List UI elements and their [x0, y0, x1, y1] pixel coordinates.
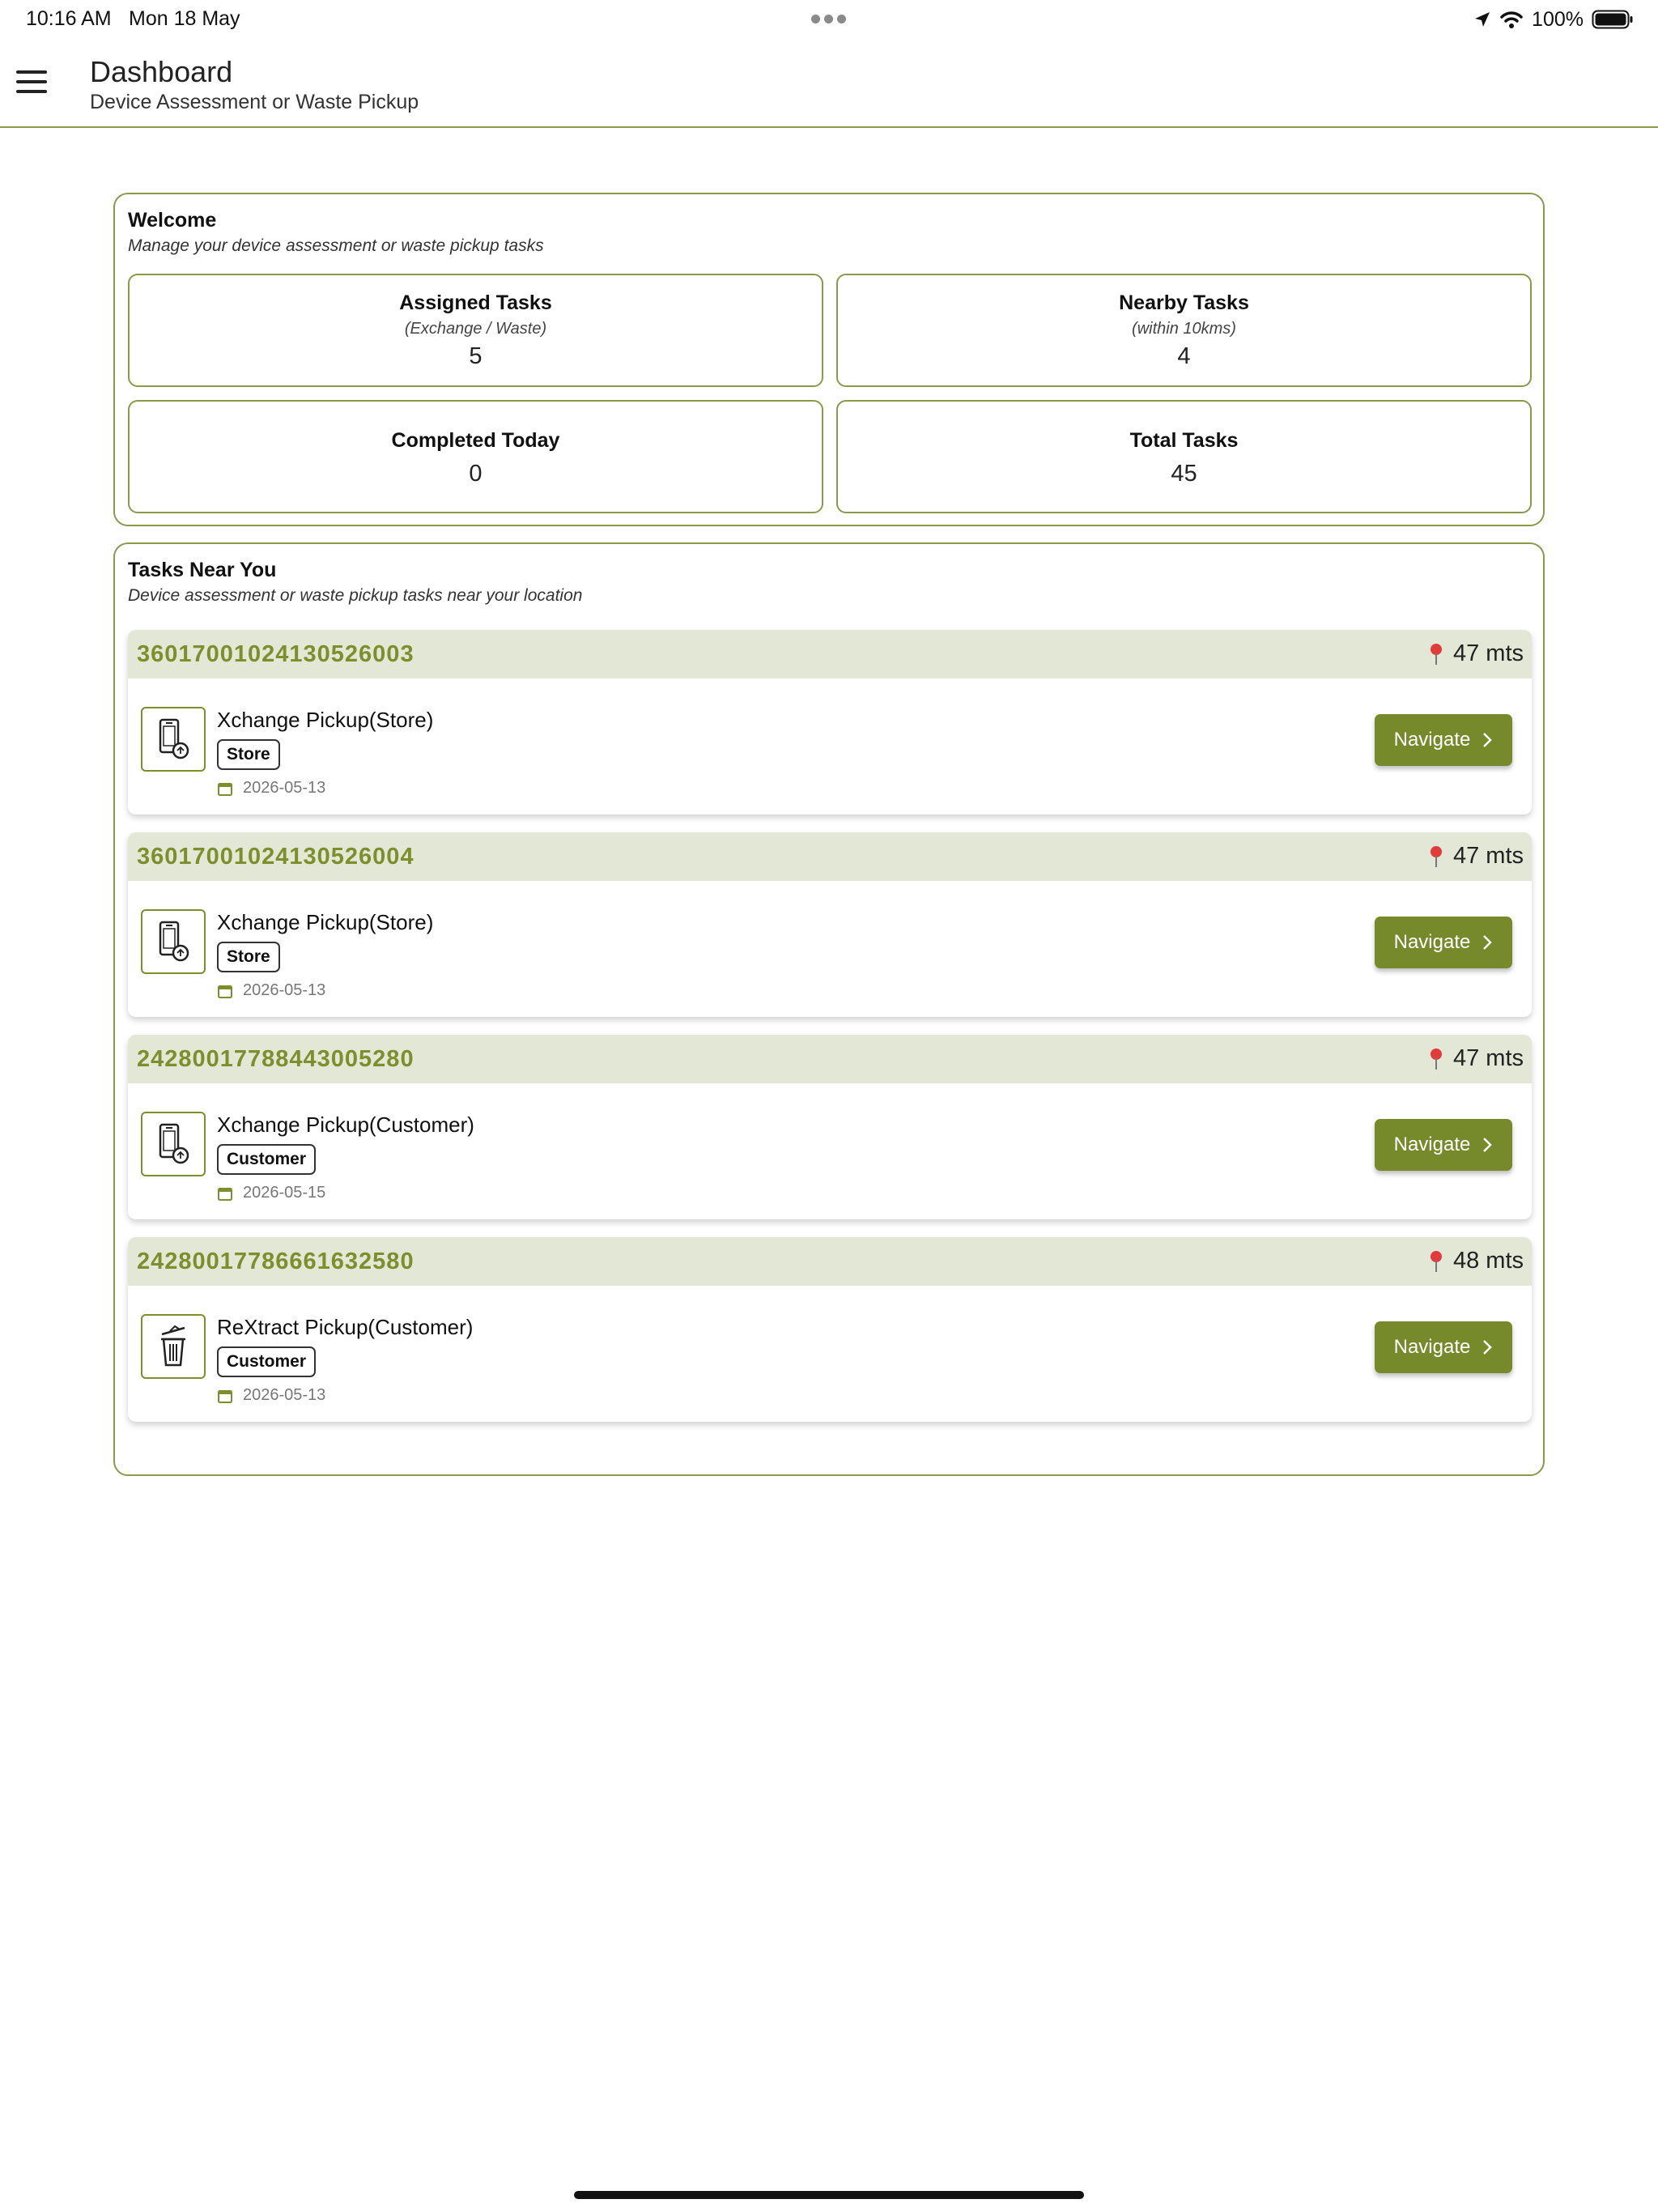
status-indicators	[1473, 6, 1634, 32]
task-name: Xchange Pickup(Store)	[217, 910, 434, 934]
navigate-button[interactable]	[1375, 1321, 1512, 1373]
task-date-row	[217, 1184, 325, 1202]
task-header	[128, 832, 1532, 881]
battery-icon	[1592, 10, 1634, 29]
stat-value: 45	[1171, 461, 1197, 487]
status-bar	[0, 0, 1658, 39]
task-id: 24280017788443005280	[137, 1046, 414, 1072]
task-date: 2026-05-13	[243, 779, 326, 797]
task-type-badge: Customer	[217, 1346, 316, 1377]
navigate-button[interactable]	[1375, 1119, 1512, 1171]
status-date: Mon 18 May	[129, 7, 240, 30]
chevron-right-icon	[1482, 1136, 1493, 1154]
task-id: 36017001024130526003	[137, 641, 414, 667]
task-id: 24280017786661632580	[137, 1249, 414, 1274]
status-time: 10:16 AM	[26, 7, 112, 30]
phone-recycle-icon	[141, 909, 206, 974]
welcome-card	[113, 193, 1545, 526]
calendar-icon	[217, 1185, 233, 1202]
calendar-icon	[217, 983, 233, 999]
stat-title: Assigned Tasks	[399, 291, 552, 314]
navigate-button[interactable]	[1375, 917, 1512, 968]
map-pin-icon	[1427, 642, 1445, 666]
stat-value: 0	[469, 461, 483, 487]
stat-value: 5	[469, 343, 483, 369]
page-subtitle: Device Assessment or Waste Pickup	[90, 91, 419, 113]
task-date-row	[217, 779, 325, 798]
navigate-button[interactable]	[1375, 714, 1512, 766]
stat-total-tasks[interactable]	[836, 400, 1532, 513]
task-header	[128, 630, 1532, 678]
stat-completed-today[interactable]	[128, 400, 823, 513]
task-item[interactable]	[128, 832, 1532, 1017]
stat-assigned-tasks[interactable]	[128, 274, 823, 387]
location-arrow-icon	[1473, 11, 1491, 28]
stat-title: Total Tasks	[1129, 429, 1239, 452]
stat-subtitle: (Exchange / Waste)	[404, 320, 547, 338]
task-item[interactable]	[128, 630, 1532, 815]
task-name: ReXtract Pickup(Customer)	[217, 1315, 474, 1339]
chevron-right-icon	[1482, 1338, 1493, 1356]
task-distance-value: 47 mts	[1452, 1045, 1524, 1071]
task-distance	[1427, 640, 1524, 667]
welcome-subtitle: Manage your device assessment or waste pickup tasks	[128, 236, 544, 255]
task-date-row	[217, 981, 325, 1000]
tasks-near-title: Tasks Near You	[128, 559, 277, 581]
navigate-button-label: Navigate	[1393, 1134, 1471, 1155]
task-date: 2026-05-13	[243, 1386, 326, 1404]
stat-value: 4	[1177, 343, 1191, 369]
task-type-badge: Store	[217, 942, 280, 972]
battery-percentage: 100%	[1532, 7, 1584, 31]
welcome-title: Welcome	[128, 209, 217, 232]
task-name: Xchange Pickup(Customer)	[217, 1112, 474, 1137]
task-distance-value: 48 mts	[1452, 1248, 1524, 1274]
hamburger-menu-icon[interactable]	[13, 63, 50, 100]
phone-recycle-icon	[141, 707, 206, 772]
task-distance	[1427, 1248, 1524, 1274]
multitasking-dots-icon[interactable]	[811, 15, 847, 24]
chevron-right-icon	[1482, 731, 1493, 749]
stat-title: Completed Today	[391, 429, 560, 452]
home-indicator[interactable]	[574, 2191, 1084, 2199]
map-pin-icon	[1427, 1249, 1445, 1274]
task-date: 2026-05-13	[243, 981, 326, 999]
calendar-icon	[217, 781, 233, 797]
task-distance	[1427, 1045, 1524, 1072]
tasks-near-card	[113, 542, 1545, 1476]
navigate-button-label: Navigate	[1393, 1336, 1471, 1358]
stat-nearby-tasks[interactable]	[836, 274, 1532, 387]
phone-recycle-icon	[141, 1112, 206, 1176]
map-pin-icon	[1427, 1047, 1445, 1071]
task-distance-value: 47 mts	[1452, 640, 1524, 666]
task-distance	[1427, 843, 1524, 870]
task-type-badge: Store	[217, 739, 280, 770]
task-item[interactable]	[128, 1237, 1532, 1422]
task-header	[128, 1035, 1532, 1083]
navigate-button-label: Navigate	[1393, 729, 1471, 751]
stat-title: Nearby Tasks	[1119, 291, 1249, 314]
app-header	[0, 39, 1658, 128]
task-id: 36017001024130526004	[137, 844, 414, 870]
trash-bin-icon	[141, 1314, 206, 1379]
chevron-right-icon	[1482, 934, 1493, 951]
task-distance-value: 47 mts	[1452, 843, 1524, 869]
task-type-badge: Customer	[217, 1144, 316, 1175]
navigate-button-label: Navigate	[1393, 931, 1471, 953]
task-date: 2026-05-15	[243, 1184, 326, 1202]
task-header	[128, 1237, 1532, 1286]
tasks-near-subtitle: Device assessment or waste pickup tasks near your location	[128, 586, 583, 605]
task-name: Xchange Pickup(Store)	[217, 708, 434, 732]
task-item[interactable]	[128, 1035, 1532, 1219]
wifi-icon	[1499, 10, 1524, 29]
stat-subtitle: (within 10kms)	[1132, 320, 1236, 338]
calendar-icon	[217, 1388, 233, 1404]
page-title: Dashboard	[90, 55, 233, 88]
map-pin-icon	[1427, 844, 1445, 869]
task-date-row	[217, 1386, 325, 1405]
